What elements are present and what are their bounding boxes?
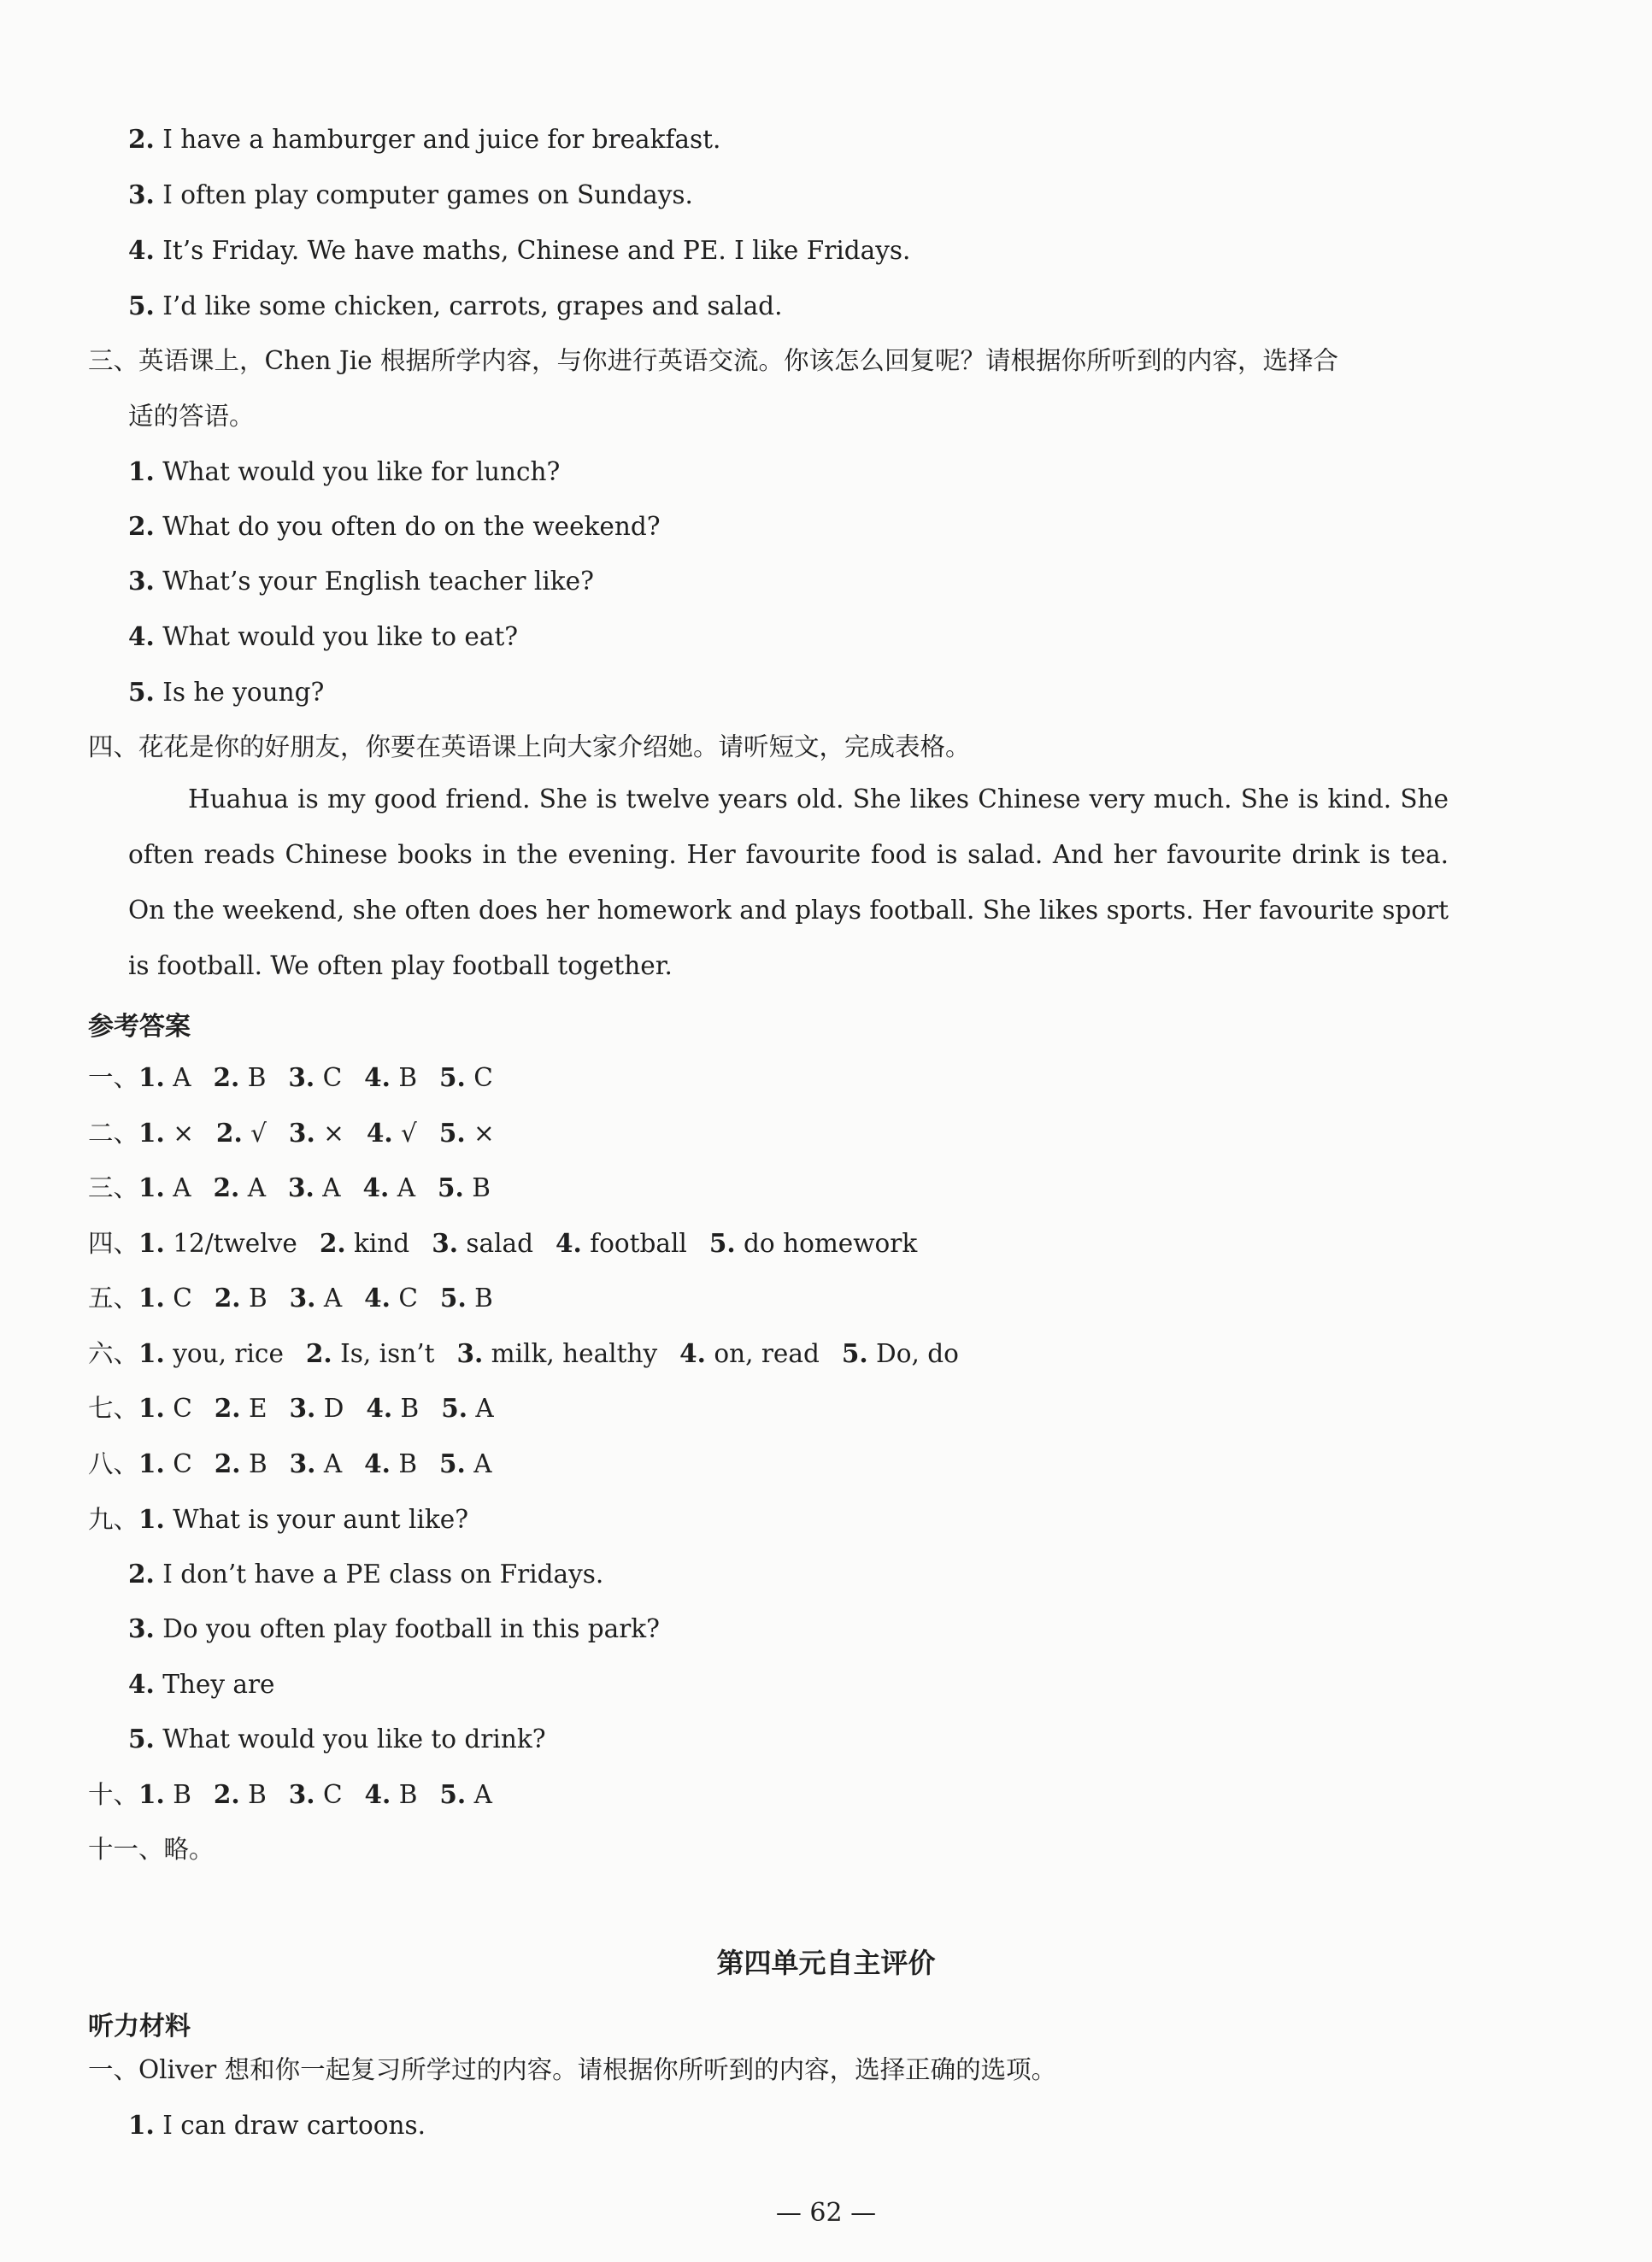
answer-number: 2. [215,1118,243,1148]
answer-row: 2. I don’t have a PE class on Fridays. [128,1559,604,1589]
answer-label: 七、 [88,1394,139,1423]
answer-value: A [323,1449,343,1478]
answer-number: 4. [366,1393,393,1423]
answer-value: B [474,1284,493,1313]
answer-number: 3. [289,1448,316,1478]
answer-value: C [473,1063,493,1092]
answer-label: 四、 [88,1229,139,1258]
answer-value: × [473,1119,495,1148]
list-item: 5. Is he young? [128,677,325,707]
answer-number: 5. [438,1172,464,1202]
answer-number: 3. [289,1283,316,1313]
list-item: 1. What would you like for lunch? [128,456,561,486]
answer-number: 3. [456,1338,484,1368]
answer-number: 3. [288,1062,315,1092]
answer-number: 5. [708,1228,736,1258]
answer-number: 2. [319,1228,346,1258]
section-instruction: 一、Oliver 想和你一起复习所学过的内容。请根据你所听到的内容，选择正确的选项。 [88,2055,1057,2084]
answer-row: 3. Do you often play football in this park? [128,1613,660,1643]
answer-number: 1. [138,1283,165,1313]
answer-value: A [397,1173,416,1202]
answer-row: 4. They are [128,1669,275,1699]
answer-number: 3. [288,1172,315,1202]
answer-row [0,1116,1652,1150]
answer-number: 2. [305,1338,332,1368]
answer-value: √ [401,1119,417,1148]
answer-value: Is, isn’t [340,1339,435,1368]
list-item: 5. I’d like some chicken, carrots, grapes and salad. [128,291,783,320]
answer-value: kind [354,1229,410,1258]
answer-label: 八、 [88,1449,139,1478]
answer-value: A [173,1063,191,1092]
answer-value: B [248,1284,267,1313]
answer-value: √ [250,1119,267,1148]
answer-label: 六、 [88,1339,139,1368]
answer-value: do homework [744,1229,918,1258]
answer-number: 2. [214,1448,241,1478]
answer-value: C [173,1284,192,1313]
answer-row: 5. What would you like to drink? [128,1724,546,1754]
list-item: 3. I often play computer games on Sundays. [128,179,693,209]
list-item: 4. What would you like to eat? [128,621,519,651]
answer-value: A [247,1173,267,1202]
answer-number: 5. [438,1118,466,1148]
answer-number: 2. [213,1062,240,1092]
answer-value: B [248,1449,267,1478]
answer-number: 2. [214,1393,241,1423]
answer-label: 一、 [88,1063,139,1092]
answer-number: 1. [138,1062,165,1092]
answer-number: 1. [138,1118,165,1148]
answer-number: 3. [289,1393,316,1423]
answer-row [0,1337,1652,1371]
answer-number: 5. [439,1062,466,1092]
answer-value: 12/twelve [173,1229,297,1258]
answer-value: A [322,1173,341,1202]
answer-value: you, rice [173,1339,284,1368]
answer-number: 5. [439,1283,467,1313]
answer-number: 1. [138,1338,165,1368]
answer-number: 4. [364,1283,391,1313]
answer-value: A [473,1449,492,1478]
answer-number: 1. [138,1228,165,1258]
list-item: 4. It’s Friday. We have maths, Chinese and PE. I like Fridays. [128,235,911,265]
answer-value: B [398,1449,418,1478]
answer-number: 4. [556,1228,582,1258]
answer-value: Do, do [876,1339,959,1368]
answer-row [0,1060,1652,1095]
answer-number: 4. [366,1118,393,1148]
passage: Huahua is my good friend. She is twelve years old. She likes Chinese very much. She is kind. She often reads Chinese books in the evening. Her favourite food is salad. And her favourite drink is tea. On the weekend, she often does her homework and plays football. She likes sports. Her favourite sport is football. We often play football together. [128,784,1449,980]
answer-value: football [590,1229,687,1258]
answer-number: 1. [138,1172,165,1202]
answer-value: C [398,1284,418,1313]
unit-title: 第四单元自主评价 [716,1947,936,1979]
answer-row [0,1447,1652,1481]
answer-label: 五、 [88,1284,139,1313]
section-instruction-cont: 适的答语。 [128,402,255,431]
answer-value: × [323,1119,344,1148]
answer-value: B [398,1063,418,1092]
answer-number: 5. [441,1393,468,1423]
answer-value: D [323,1394,344,1423]
answer-number: 1. [138,1393,165,1423]
section-instruction: 三、英语课上，Chen Jie 根据所学内容，与你进行英语交流。你该怎么回复呢？请根据你所听到的内容，选择合 [88,346,1339,375]
answer-number: 4. [362,1172,390,1202]
answer-value: salad [466,1229,534,1258]
list-item: 1. I can draw cartoons. [128,2110,426,2140]
answer-value: milk, healthy [491,1339,658,1368]
section-instruction: 四、花花是你的好朋友，你要在英语课上向大家介绍她。请听短文，完成表格。 [88,732,971,761]
answer-row: 九、1. What is your aunt like? [88,1504,469,1534]
answer-value: A [475,1394,494,1423]
answer-label: 二、 [88,1119,139,1148]
answer-number: 4. [364,1448,391,1478]
answer-number: 5. [841,1338,868,1368]
answer-number: 4. [679,1338,706,1368]
answer-value: B [472,1173,491,1202]
list-item: 2. I have a hamburger and juice for breakfast. [128,124,721,154]
answer-row [0,1281,1652,1315]
answer-value: C [173,1449,192,1478]
answer-number: 2. [213,1172,240,1202]
list-item: 2. What do you often do on the weekend? [128,511,661,541]
answer-number: 5. [439,1448,466,1478]
answer-value: C [173,1394,192,1423]
answer-number: 2. [214,1283,241,1313]
answer-value: A [323,1284,343,1313]
answer-row [0,1171,1652,1205]
answer-row: 十、1. B 2. B 3. C 4. B 5. A [88,1779,492,1809]
answer-value: B [247,1063,267,1092]
listening-heading: 听力材料 [88,2012,191,2042]
answer-number: 3. [288,1118,315,1148]
answer-value: on, read [714,1339,820,1368]
answer-value: A [173,1173,191,1202]
answer-value: C [322,1063,343,1092]
list-item: 3. What’s your English teacher like? [128,566,594,596]
answer-row: 十一、略。 [88,1835,215,1864]
answer-row [0,1391,1652,1425]
page-number: — 62 — [775,2198,877,2228]
answer-number: 3. [432,1228,458,1258]
answer-label: 三、 [88,1173,139,1202]
answer-value: B [400,1394,420,1423]
answer-value: E [248,1394,267,1423]
answers-heading: 参考答案 [88,1012,191,1042]
answer-number: 4. [364,1062,391,1092]
answer-value: × [173,1119,194,1148]
answer-row [0,1226,1652,1260]
answer-number: 1. [138,1448,165,1478]
